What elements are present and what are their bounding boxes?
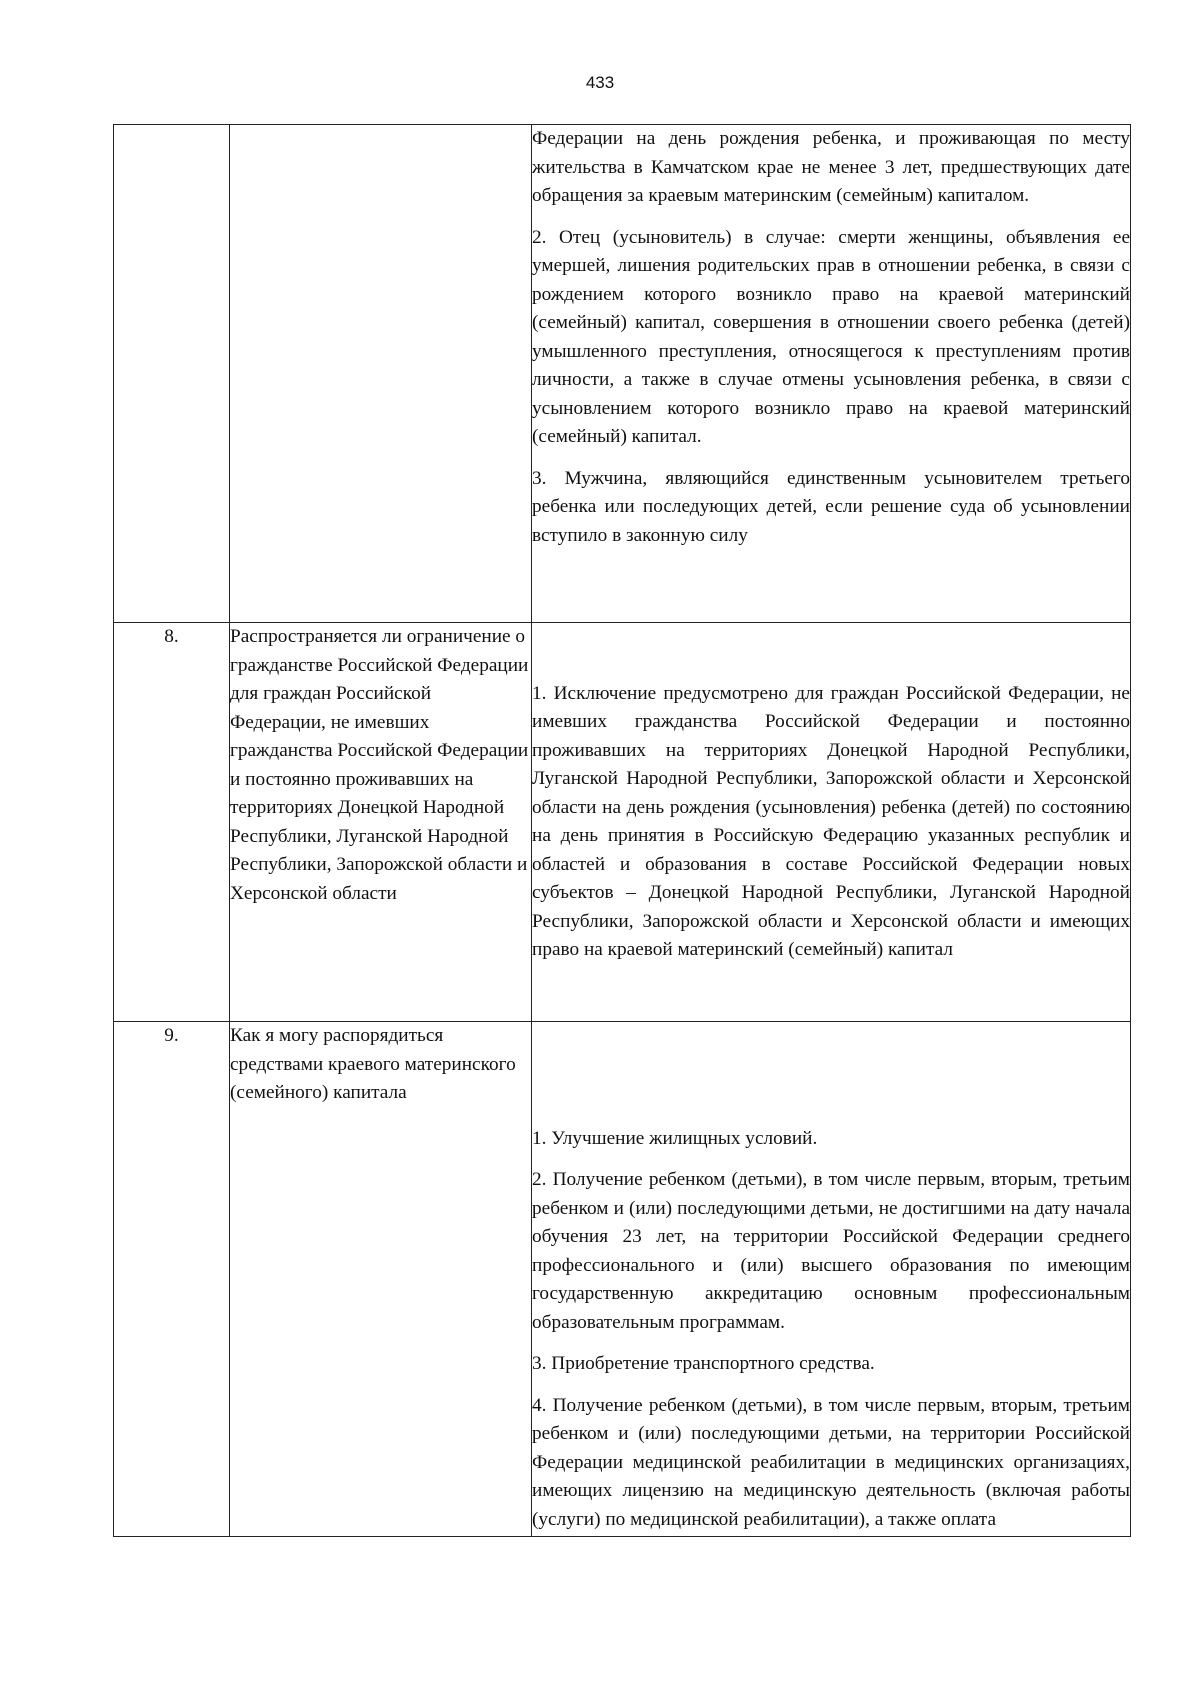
answer-cell — [532, 623, 1131, 1022]
answer-cell — [532, 125, 1131, 623]
answer-paragraph: 1. Исключение предусмотрено для граждан Российской Федерации, не имевших гражданства Российской Федерации и постоянно проживавших на территориях Донецкой Народной Республики, Луганской Народной Республики, Запорожской области и Херсонской области на день рождения (усыновления) ребенка (детей) по состоянию на день принятия в Российскую Федерацию указанных республик и областей и образования в составе Российской Федерации новых субъектов – Донецкой Народной Республики, Луганской Народной Республики, Запорожской области и Херсонской области и имеющих право на краевой материнский (семейный) капитал — [532, 682, 1130, 960]
row-number-cell: 8. — [114, 623, 230, 1022]
question-cell — [230, 125, 532, 623]
table-row — [114, 125, 1131, 623]
answer-paragraph: 4. Получение ребенком (детьми), в том числе первым, вторым, третьим ребенком и (или) последующими детьми, на территории Российской Федерации медицинской реабилитации в медицинских организациях, имеющих лицензию на медицинскую деятельность (включая работы (услуги) по медицинской реабилитации), а также оплата — [532, 1394, 1130, 1530]
answer-cell — [532, 1022, 1131, 1537]
table-row — [114, 623, 1131, 1022]
question-cell: Распространяется ли ограничение о гражданстве Российской Федерации для граждан Российской Федерации, не имевших гражданства Российской Федерации и постоянно проживавших на территориях Донецкой Народной Республики, Луганской Народной Республики, Запорожской области и Херсонской области — [230, 623, 532, 1022]
question-cell: Как я могу распорядиться средствами краевого материнского (семейного) капитала — [230, 1022, 532, 1537]
answer-paragraph: 2. Получение ребенком (детьми), в том числе первым, вторым, третьим ребенком и (или) последующими детьми, не достигшими на дату начала обучения 23 лет, на территории Российской Федерации среднего профессионального и (или) высшего образования по имеющим государственную аккредитацию основным профессиональным образовательным программам. — [532, 1169, 1130, 1333]
table-row — [114, 1022, 1131, 1537]
row-number-cell — [114, 125, 230, 623]
answer-paragraph: 3. Приобретение транспортного средства. — [532, 1353, 875, 1374]
answer-paragraph: 3. Мужчина, являющийся единственным усыновителем третьего ребенка или последующих детей, если решение суда об усыновлении вступило в законную силу — [532, 467, 1130, 546]
page-number: 433 — [585, 73, 615, 92]
row-number-cell: 9. — [114, 1022, 230, 1537]
answer-paragraph: Федерации на день рождения ребенка, и проживающая по месту жительства в Камчатском крае не менее 3 лет, предшествующих дате обращения за краевым материнским (семейным) капиталом. — [532, 128, 1130, 206]
faq-table — [113, 124, 1131, 1537]
answer-paragraph: 2. Отец (усыновитель) в случае: смерти женщины, объявления ее умершей, лишения родительских прав в отношении ребенка, в связи с рождением которого возникло право на краевой материнский (семейный) капитал, совершения в отношении своего ребенка (детей) умышленного преступления, относящегося к преступлениям против личности, а также в случае отмены усыновления ребенка, в связи с усыновлением которого возникло право на краевой материнский (семейный) капитал. — [532, 226, 1130, 447]
answer-paragraph: 1. Улучшение жилищных условий. — [532, 1127, 818, 1149]
